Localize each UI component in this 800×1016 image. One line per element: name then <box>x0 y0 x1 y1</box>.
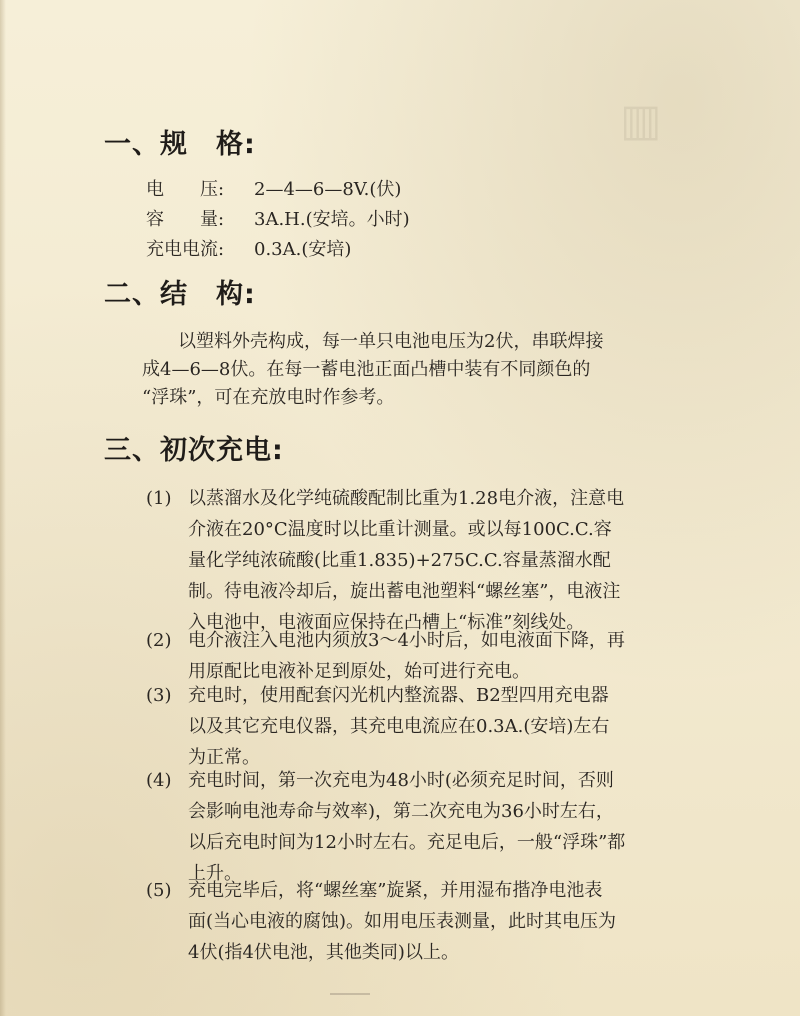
item-number: (1) <box>146 488 172 509</box>
section-title-spec <box>104 122 256 161</box>
title-char: 规 <box>160 129 188 160</box>
page-bottom-mark <box>330 993 370 995</box>
item-line: 上升。 <box>188 863 242 884</box>
item-line: 以蒸溜水及化学纯硫酸配制比重为1.28电介液，注意电 <box>188 488 625 509</box>
section-title-structure <box>104 272 256 311</box>
item-line: 以及其它充电仪器，其充电电流应在0.3A.(安培)左右 <box>188 716 610 737</box>
title-char: 结 <box>160 279 188 310</box>
item-number: (2) <box>146 630 172 651</box>
item-line: 为正常。 <box>188 747 260 768</box>
section-number: 二、 <box>104 279 160 310</box>
structure-line-3: “浮珠”，可在充放电时作参考。 <box>142 387 395 408</box>
section-title-charging <box>104 428 284 467</box>
charging-item-1 <box>146 483 624 638</box>
item-line: 用原配比电液补足到原处，始可进行充电。 <box>188 661 530 682</box>
item-number: (3) <box>146 685 172 706</box>
item-line: 面(当心电液的腐蚀)。如用电压表测量，此时其电压为 <box>188 911 617 932</box>
title-char: 构: <box>216 279 256 310</box>
charging-item-5 <box>146 875 616 968</box>
item-line: 入电池中，电液面应保持在凸槽上“标准”刻线处。 <box>188 612 585 633</box>
item-line: 充电完毕后，将“螺丝塞”旋紧，并用湿布揩净电池表 <box>188 880 603 901</box>
spec-value: 3A.H.(安培。小时) <box>254 209 410 230</box>
spec-row-voltage <box>146 175 401 201</box>
item-number: (5) <box>146 880 172 901</box>
structure-line-1: 以塑料外壳构成，每一单只电池电压为2伏，串联焊接 <box>178 331 604 352</box>
item-line: 充电时，使用配套闪光机内整流器、B2型四用充电器 <box>188 685 609 706</box>
item-line: 制。待电液冷却后，旋出蓄电池塑料“螺丝塞”，电液注 <box>188 581 621 602</box>
item-number: (4) <box>146 770 172 791</box>
title-char: 格: <box>216 129 256 160</box>
charging-item-3 <box>146 680 609 773</box>
charging-item-2 <box>146 625 625 687</box>
item-line: 以后充电时间为12小时左右。充足电后，一般“浮珠”都 <box>188 832 626 853</box>
spec-label: 电 压: <box>146 179 225 200</box>
spec-value: 0.3A.(安培) <box>254 239 352 260</box>
structure-line-2: 成4—6—8伏。在每一蓄电池正面凸槽中装有不同颜色的 <box>142 359 591 380</box>
page-edge-shadow <box>0 0 6 1016</box>
item-line: 量化学纯浓硫酸(比重1.835)+275C.C.容量蒸溜水配 <box>188 550 611 571</box>
item-line: 充电时间，第一次充电为48小时(必须充足时间，否则 <box>188 770 614 791</box>
spec-label: 充电电流: <box>146 239 225 260</box>
spec-label: 容 量: <box>146 209 225 230</box>
title-text: 初次充电: <box>160 435 284 466</box>
item-line: 4伏(指4伏电池，其他类同)以上。 <box>188 942 459 963</box>
faded-watermark: ▥ <box>620 95 662 146</box>
charging-item-4 <box>146 765 625 889</box>
spec-value: 2—4—6—8V.(伏) <box>254 179 402 200</box>
section-number: 三、 <box>104 435 160 466</box>
item-line: 介液在20°C温度时以比重计测量。或以每100C.C.容 <box>188 519 612 540</box>
item-line: 会影响电池寿命与效率)，第二次充电为36小时左右， <box>188 801 614 822</box>
spec-row-capacity <box>146 205 410 231</box>
section-number: 一、 <box>104 129 160 160</box>
item-line: 电介液注入电池内须放3～4小时后，如电液面下降，再 <box>188 630 625 651</box>
spec-row-current <box>146 235 351 261</box>
